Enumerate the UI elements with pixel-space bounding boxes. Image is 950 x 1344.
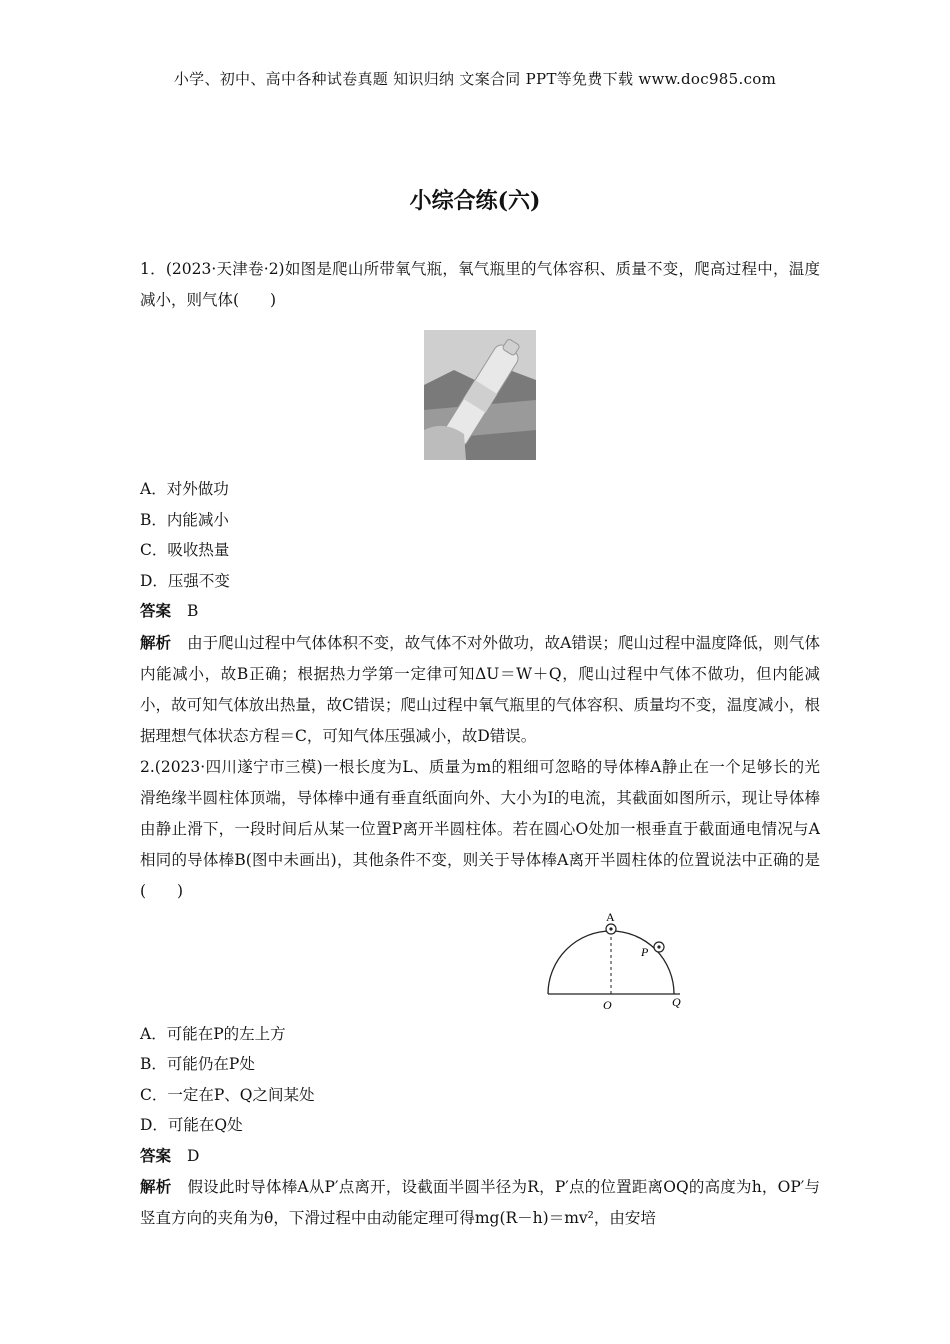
- question-1-answer: [140, 596, 820, 627]
- question-2-answer: [140, 1141, 820, 1172]
- question-1-option-b: B．内能减小: [140, 510, 229, 529]
- answer-value: D: [187, 1146, 200, 1165]
- label-a: A: [606, 912, 615, 924]
- label-q: Q: [672, 994, 681, 1009]
- question-2-option-b: B．可能仍在P处: [140, 1055, 255, 1073]
- oxygen-bottle-photo-icon: [424, 330, 536, 460]
- analysis-text: 由于爬山过程中气体体积不变，故气体不对外做功，故A错误；爬山过程中温度降低，则气体内能减小，故B正确；根据热力学第一定律可知ΔU＝W＋Q，爬山过程中气体不做功，但内能减小，故可知气体放出热量，故C错误；爬山过程中氧气瓶里的气体容积、质量均不变，温度减小，根据理想气体状态方程＝C，可知气体压强减小，故D错误。: [140, 633, 820, 745]
- semicircle-diagram-icon: [538, 913, 688, 1013]
- answer-label: 答案: [140, 1145, 172, 1165]
- label-p: P: [641, 944, 649, 959]
- answer-value: B: [187, 602, 199, 620]
- analysis-text: 假设此时导体棒A从P′点离开，设截面半圆半径为R，P′点的位置距离OQ的高度为h，OP′与竖直方向的夹角为θ，下滑过程中由动能定理可得mg(R－h)＝mv²，由安培: [140, 1178, 820, 1227]
- question-1-option-d: D．压强不变: [140, 571, 230, 590]
- question-1: [140, 254, 820, 1234]
- analysis-label: 解析: [140, 1177, 172, 1196]
- oxygen-bottle-icon: [424, 330, 536, 460]
- question-1-option-c: C．吸收热量: [140, 541, 230, 559]
- page-title: 小综合练(六): [409, 188, 541, 214]
- semicircle-figure: [538, 913, 688, 1013]
- question-2-option-a: A．可能在P的左上方: [140, 1024, 286, 1043]
- page-header: 小学、初中、高中各种试卷真题 知识归纳 文案合同 PPT等免费下载 www.doc985.com: [173, 70, 777, 88]
- question-1-option-a: A．对外做功: [140, 480, 229, 498]
- question-1-analysis: [140, 627, 820, 752]
- answer-label: 答案: [140, 601, 172, 620]
- label-o: O: [603, 997, 612, 1012]
- question-1-stem: 1．(2023·天津卷·2)如图是爬山所带氧气瓶，氧气瓶里的气体容积、质量不变，爬高过程中，温度减小，则气体( ): [140, 260, 820, 309]
- question-2-stem: 2.(2023·四川遂宁市三模)一根长度为L、质量为m的粗细可忽略的导体棒A静止在一个足够长的光滑绝缘半圆柱体顶端，导体棒中通有垂直纸面向外、大小为I的电流，其截面如图所示，现让导体棒由静止滑下，一段时间后从某一位置P离开半圆柱体。若在圆心O处加一根垂直于截面通电情况与A相同的导体棒B(图中未画出)，其他条件不变，则关于导体棒A离开半圆柱体的位置说法中正确的是( ): [140, 757, 820, 900]
- analysis-label: 解析: [140, 632, 172, 652]
- question-2-option-d: D．可能在Q处: [140, 1116, 243, 1134]
- question-2-option-c: C．一定在P、Q之间某处: [140, 1085, 315, 1104]
- question-2-analysis: [140, 1171, 820, 1234]
